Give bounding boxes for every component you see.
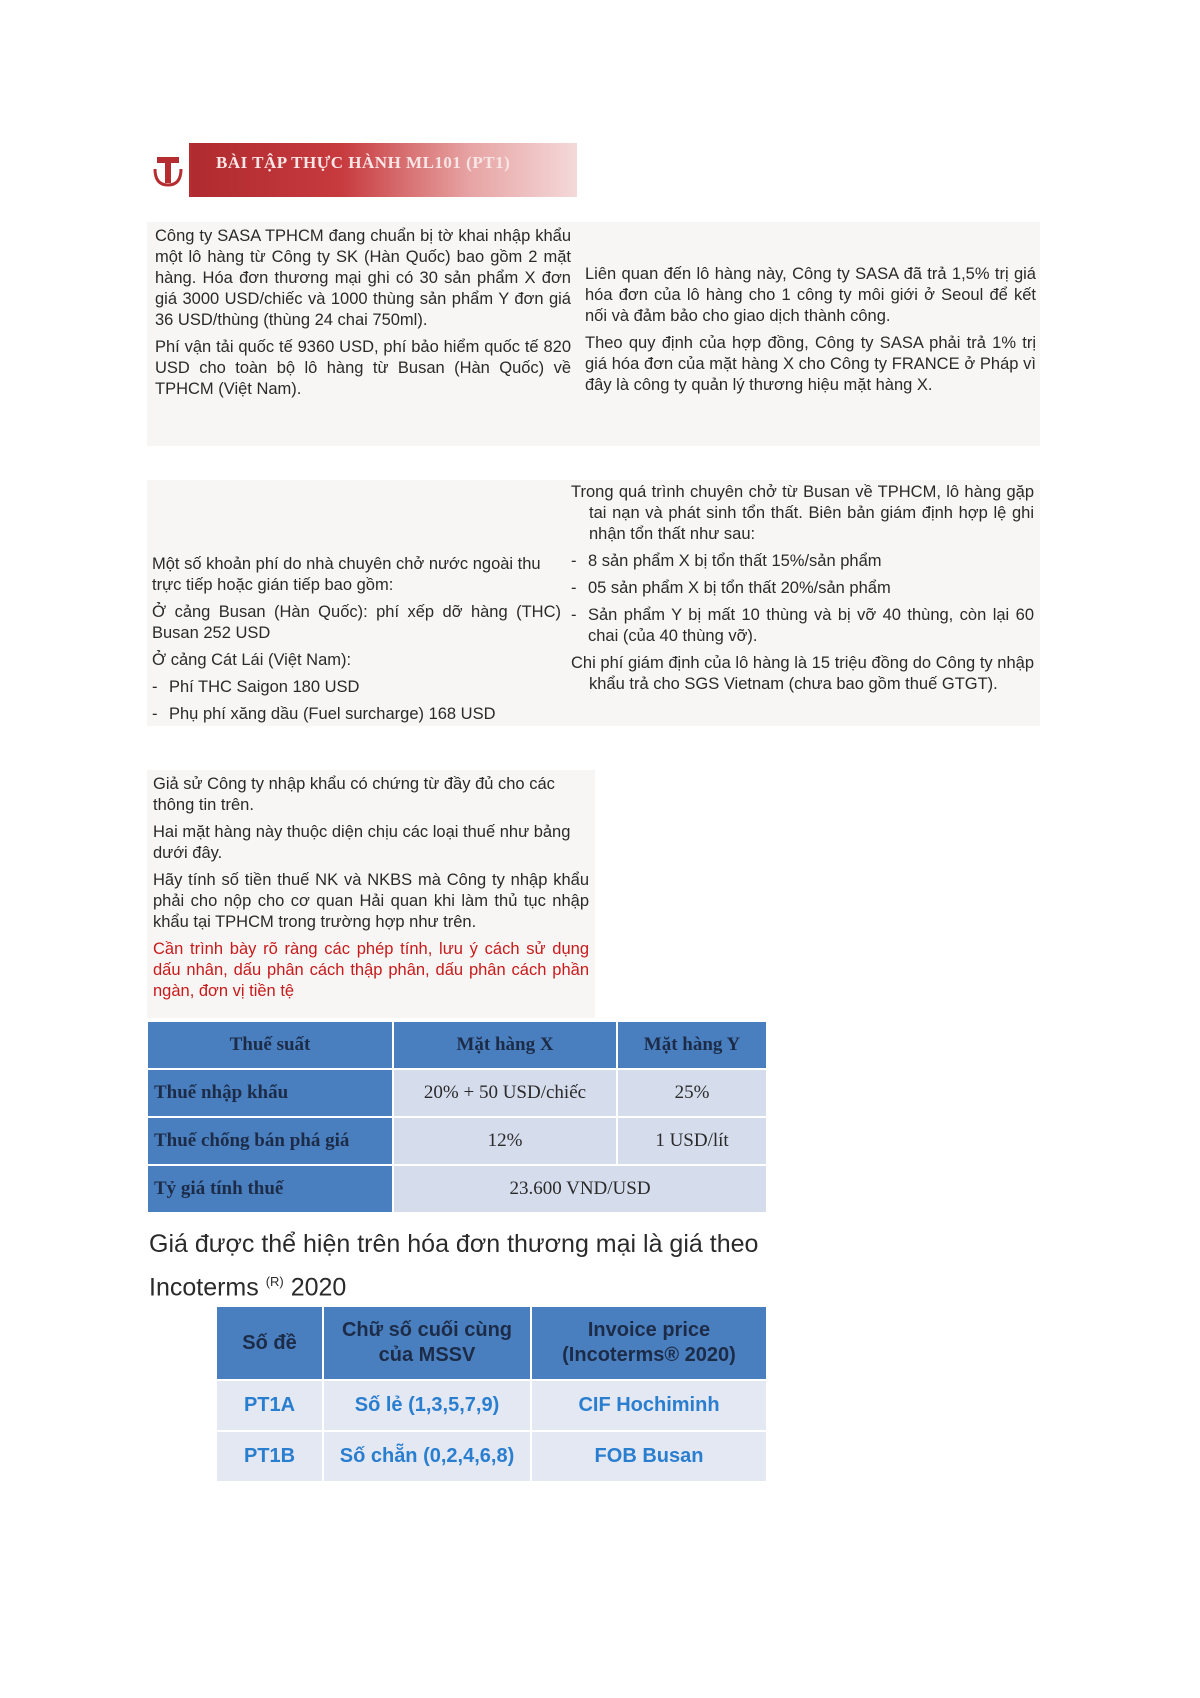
row-label: Thuế chống bán phá giá <box>147 1117 393 1165</box>
registered-mark: (R) <box>265 1274 284 1289</box>
tax-rate-table <box>146 1020 768 1214</box>
table-header-cell: Thuế suất <box>147 1021 393 1069</box>
row-label: Thuế nhập khẩu <box>147 1069 393 1117</box>
paragraph: Công ty SASA TPHCM đang chuẩn bị tờ khai nhập khẩu một lô hàng từ Công ty SK (Hàn Quốc) bao gồm 2 mặt hàng. Hóa đơn thương mại ghi có 30 sản phẩm X đơn giá 3000 USD/chiếc và 1000 thùng sản phẩm Y đơn giá 36 USD/thùng (thùng 24 chai 750ml). <box>155 227 571 329</box>
incoterms-year: 2020 <box>290 1273 347 1302</box>
university-logo <box>147 143 192 197</box>
incoterms-text: Giá được thể hiện trên hóa đơn thương mại là giá theo Incoterms <box>149 1230 759 1302</box>
paragraph: Hai mặt hàng này thuộc diện chịu các loại thuế như bảng dưới đây. <box>153 823 571 862</box>
block3 <box>147 770 595 1018</box>
table-header-cell: Mặt hàng Y <box>617 1021 767 1069</box>
incoterms-statement <box>149 1226 769 1306</box>
paragraph: Hãy tính số tiền thuế NK và NKBS mà Công ty nhập khẩu phải cho nộp cho cơ quan Hải quan khi làm thủ tục nhập khẩu tại TPHCM trong trường hợp như trên. <box>153 871 589 931</box>
table-cell: Số chẵn (0,2,4,6,8) <box>323 1431 531 1482</box>
paragraph: Giả sử Công ty nhập khẩu có chứng từ đầy đủ cho các thông tin trên. <box>153 775 555 814</box>
paragraph: Trong quá trình chuyên chở từ Busan về TPHCM, lô hàng gặp tai nạn và phát sinh tổn thất. Biên bản giám định hợp lệ ghi nhận tổn thất như sau: <box>571 483 1034 543</box>
paragraph: Liên quan đến lô hàng này, Công ty SASA đã trả 1,5% trị giá hóa đơn của lô hàng cho 1 công ty môi giới ở Seoul để kết nối và đảm bảo cho giao dịch thành công. <box>585 265 1036 325</box>
paragraph: Theo quy định của hợp đồng, Công ty SASA phải trả 1% trị giá hóa đơn của mặt hàng X cho Công ty FRANCE ở Pháp vì đây là công ty quản lý thương hiệu mặt hàng X. <box>585 334 1036 394</box>
page-title: BÀI TẬP THỰC HÀNH ML101 (PT1) <box>216 153 511 172</box>
block2-left <box>147 480 565 726</box>
table-cell: CIF Hochiminh <box>531 1380 767 1431</box>
note-text: Cần trình bày rõ ràng các phép tính, lưu ý cách sử dụng dấu nhân, dấu phân cách thập phân, dấu phân cách phần ngàn, đơn vị tiền tệ <box>153 940 589 1000</box>
table-cell: 23.600 VND/USD <box>393 1165 767 1213</box>
list-item: - 05 sản phẩm X bị tổn thất 20%/sản phẩm <box>571 579 891 597</box>
table-row <box>147 1069 767 1117</box>
table-row <box>216 1380 767 1431</box>
table-cell: 12% <box>393 1117 617 1165</box>
table-cell: PT1A <box>216 1380 323 1431</box>
paragraph: Ở cảng Cát Lái (Việt Nam): <box>152 651 352 669</box>
table-row <box>147 1165 767 1213</box>
block1-left <box>147 222 575 446</box>
paragraph: Một số khoản phí do nhà chuyên chở nước ngoài thu trực tiếp hoặc gián tiếp bao gồm: <box>152 555 541 594</box>
table-header-cell: Số đề <box>216 1306 323 1380</box>
list-item: - Phí THC Saigon 180 USD <box>152 678 360 696</box>
table-cell: PT1B <box>216 1431 323 1482</box>
table-row <box>147 1117 767 1165</box>
table-row <box>216 1431 767 1482</box>
table-cell: 25% <box>617 1069 767 1117</box>
list-item: - Sản phẩm Y bị mất 10 thùng và bị vỡ 40 thùng, còn lại 60 chai (của 40 thùng vỡ). <box>571 606 1034 645</box>
table-cell: 20% + 50 USD/chiếc <box>393 1069 617 1117</box>
table-header-row <box>147 1021 767 1069</box>
paragraph: Chi phí giám định của lô hàng là 15 triệu đồng do Công ty nhập khẩu trả cho SGS Vietnam (chưa bao gồm thuế GTGT). <box>571 654 1034 693</box>
table-header-cell: Mặt hàng X <box>393 1021 617 1069</box>
table-header-cell: Invoice price (Incoterms® 2020) <box>531 1306 767 1380</box>
table-cell: 1 USD/lít <box>617 1117 767 1165</box>
logo-icon <box>153 153 183 187</box>
row-label: Tỷ giá tính thuế <box>147 1165 393 1213</box>
list-item: - Phụ phí xăng dầu (Fuel surcharge) 168 USD <box>152 705 496 723</box>
table-cell: Số lẻ (1,3,5,7,9) <box>323 1380 531 1431</box>
paragraph: Ở cảng Busan (Hàn Quốc): phí xếp dỡ hàng (THC) Busan 252 USD <box>152 603 561 642</box>
invoice-price-table <box>215 1305 768 1483</box>
paragraph: Phí vận tải quốc tế 9360 USD, phí bảo hiểm quốc tế 820 USD cho toàn bộ lô hàng từ Busan (Hàn Quốc) về TPHCM (Việt Nam). <box>155 338 571 398</box>
table-header-row <box>216 1306 767 1380</box>
block1-right <box>575 222 1040 446</box>
list-item: - 8 sản phẩm X bị tổn thất 15%/sản phẩm <box>571 552 882 570</box>
block2-right <box>565 480 1040 726</box>
table-cell: FOB Busan <box>531 1431 767 1482</box>
table-header-cell: Chữ số cuối cùng của MSSV <box>323 1306 531 1380</box>
